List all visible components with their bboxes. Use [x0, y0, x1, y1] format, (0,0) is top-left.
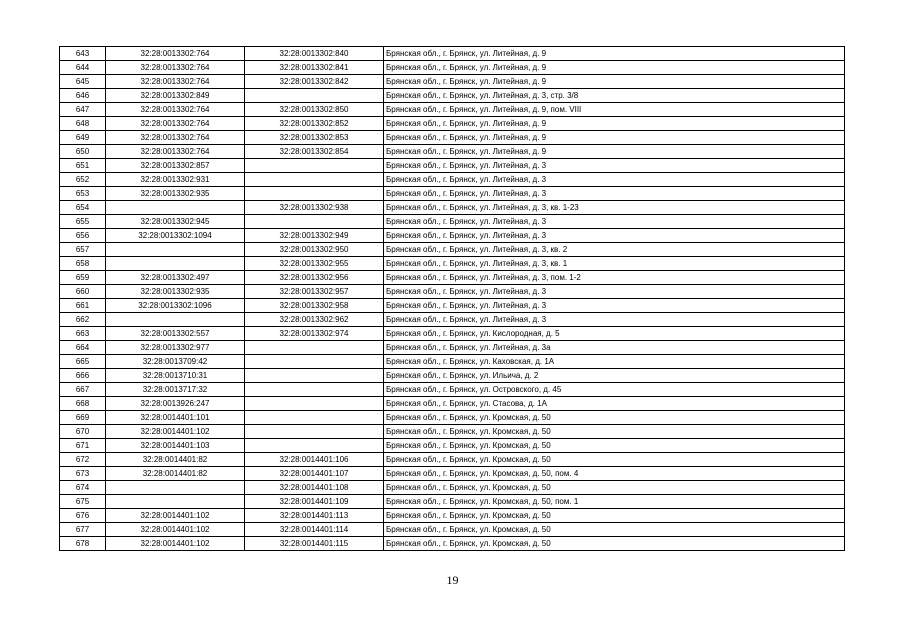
address-cell: Брянская обл., г. Брянск, ул. Кромская, д. 50, пом. 4 — [384, 467, 845, 481]
address-cell: Брянская обл., г. Брянск, ул. Литейная, д. 3, кв. 2 — [384, 243, 845, 257]
premises-cadastral-number-cell: 32:28:0014401:106 — [245, 453, 384, 467]
address-cell: Брянская обл., г. Брянск, ул. Литейная, д. 3, пом. 1-2 — [384, 271, 845, 285]
cadastral-number-cell: 32:28:0013302:764 — [106, 103, 245, 117]
row-number-cell: 646 — [60, 89, 106, 103]
premises-cadastral-number-cell — [245, 187, 384, 201]
table-row — [60, 117, 845, 131]
address-cell: Брянская обл., г. Брянск, ул. Литейная, д. 3 — [384, 187, 845, 201]
address-cell: Брянская обл., г. Брянск, ул. Литейная, д. 9 — [384, 145, 845, 159]
premises-cadastral-number-cell: 32:28:0013302:938 — [245, 201, 384, 215]
address-cell: Брянская обл., г. Брянск, ул. Кромская, д. 50, пом. 1 — [384, 495, 845, 509]
cadastral-number-cell: 32:28:0013302:1096 — [106, 299, 245, 313]
cadastral-number-cell — [106, 481, 245, 495]
cadastral-number-cell: 32:28:0013717:32 — [106, 383, 245, 397]
address-cell: Брянская обл., г. Брянск, ул. Кромская, д. 50 — [384, 509, 845, 523]
premises-cadastral-number-cell: 32:28:0013302:842 — [245, 75, 384, 89]
cadastral-number-cell — [106, 495, 245, 509]
cadastral-number-cell: 32:28:0014401:102 — [106, 509, 245, 523]
row-number-cell: 655 — [60, 215, 106, 229]
cadastral-number-cell: 32:28:0014401:102 — [106, 425, 245, 439]
table-row — [60, 439, 845, 453]
cadastral-number-cell: 32:28:0013302:764 — [106, 47, 245, 61]
premises-cadastral-number-cell — [245, 425, 384, 439]
table-row — [60, 173, 845, 187]
address-cell: Брянская обл., г. Брянск, ул. Литейная, д. 3, кв. 1-23 — [384, 201, 845, 215]
table-row — [60, 61, 845, 75]
cadastral-number-cell: 32:28:0013302:764 — [106, 145, 245, 159]
row-number-cell: 666 — [60, 369, 106, 383]
address-cell: Брянская обл., г. Брянск, ул. Литейная, д. 3, стр. 3/8 — [384, 89, 845, 103]
row-number-cell: 677 — [60, 523, 106, 537]
premises-cadastral-number-cell — [245, 89, 384, 103]
table-row — [60, 89, 845, 103]
cadastral-number-cell: 32:28:0013302:935 — [106, 187, 245, 201]
table-row — [60, 355, 845, 369]
address-cell: Брянская обл., г. Брянск, ул. Литейная, д. 3 — [384, 313, 845, 327]
cadastral-number-cell: 32:28:0013302:945 — [106, 215, 245, 229]
row-number-cell: 643 — [60, 47, 106, 61]
premises-cadastral-number-cell: 32:28:0013302:841 — [245, 61, 384, 75]
premises-cadastral-number-cell: 32:28:0013302:955 — [245, 257, 384, 271]
cadastral-number-cell: 32:28:0013302:557 — [106, 327, 245, 341]
row-number-cell: 674 — [60, 481, 106, 495]
cadastral-number-cell: 32:28:0013709:42 — [106, 355, 245, 369]
table-row — [60, 243, 845, 257]
premises-cadastral-number-cell: 32:28:0014401:113 — [245, 509, 384, 523]
row-number-cell: 656 — [60, 229, 106, 243]
premises-cadastral-number-cell — [245, 411, 384, 425]
address-cell: Брянская обл., г. Брянск, ул. Литейная, д. 3 — [384, 299, 845, 313]
cadastral-number-cell: 32:28:0014401:101 — [106, 411, 245, 425]
cadastral-number-cell: 32:28:0013302:977 — [106, 341, 245, 355]
table-row — [60, 75, 845, 89]
table-row — [60, 369, 845, 383]
cadastral-number-cell: 32:28:0013302:764 — [106, 61, 245, 75]
cadastral-number-cell — [106, 257, 245, 271]
address-cell: Брянская обл., г. Брянск, ул. Литейная, д. 9 — [384, 75, 845, 89]
table-row — [60, 229, 845, 243]
cadastral-number-cell: 32:28:0013302:764 — [106, 75, 245, 89]
address-cell: Брянская обл., г. Брянск, ул. Литейная, д. 9 — [384, 131, 845, 145]
premises-cadastral-number-cell — [245, 439, 384, 453]
row-number-cell: 648 — [60, 117, 106, 131]
table-row — [60, 159, 845, 173]
cadastral-number-cell: 32:28:0013302:497 — [106, 271, 245, 285]
cadastral-number-cell: 32:28:0013302:849 — [106, 89, 245, 103]
row-number-cell: 669 — [60, 411, 106, 425]
cadastral-number-cell: 32:28:0014401:82 — [106, 467, 245, 481]
cadastral-number-cell: 32:28:0014401:102 — [106, 523, 245, 537]
row-number-cell: 670 — [60, 425, 106, 439]
address-cell: Брянская обл., г. Брянск, ул. Литейная, д. 3 — [384, 159, 845, 173]
table-row — [60, 47, 845, 61]
address-cell: Брянская обл., г. Брянск, ул. Литейная, д. 3 — [384, 285, 845, 299]
row-number-cell: 651 — [60, 159, 106, 173]
premises-cadastral-number-cell: 32:28:0014401:107 — [245, 467, 384, 481]
premises-cadastral-number-cell: 32:28:0014401:108 — [245, 481, 384, 495]
table-row — [60, 523, 845, 537]
address-cell: Брянская обл., г. Брянск, ул. Кромская, д. 50 — [384, 481, 845, 495]
cadastral-number-cell: 32:28:0013302:764 — [106, 117, 245, 131]
premises-cadastral-number-cell — [245, 397, 384, 411]
premises-cadastral-number-cell: 32:28:0013302:950 — [245, 243, 384, 257]
row-number-cell: 660 — [60, 285, 106, 299]
table-row — [60, 257, 845, 271]
cadastral-number-cell: 32:28:0013926:247 — [106, 397, 245, 411]
address-cell: Брянская обл., г. Брянск, ул. Кислородная, д. 5 — [384, 327, 845, 341]
address-cell: Брянская обл., г. Брянск, ул. Литейная, д. 3 — [384, 229, 845, 243]
row-number-cell: 649 — [60, 131, 106, 145]
premises-cadastral-number-cell — [245, 383, 384, 397]
address-cell: Брянская обл., г. Брянск, ул. Литейная, д. 9 — [384, 117, 845, 131]
cadastral-number-cell: 32:28:0013710:31 — [106, 369, 245, 383]
row-number-cell: 664 — [60, 341, 106, 355]
premises-cadastral-number-cell: 32:28:0013302:852 — [245, 117, 384, 131]
row-number-cell: 662 — [60, 313, 106, 327]
table-row — [60, 103, 845, 117]
table-row — [60, 299, 845, 313]
table-row — [60, 509, 845, 523]
premises-cadastral-number-cell — [245, 159, 384, 173]
table-row — [60, 285, 845, 299]
row-number-cell: 657 — [60, 243, 106, 257]
row-number-cell: 675 — [60, 495, 106, 509]
address-cell: Брянская обл., г. Брянск, ул. Кромская, д. 50 — [384, 439, 845, 453]
row-number-cell: 659 — [60, 271, 106, 285]
address-cell: Брянская обл., г. Брянск, ул. Литейная, д. 3а — [384, 341, 845, 355]
premises-cadastral-number-cell: 32:28:0013302:850 — [245, 103, 384, 117]
address-cell: Брянская обл., г. Брянск, ул. Литейная, д. 3 — [384, 173, 845, 187]
cadastral-number-cell: 32:28:0013302:857 — [106, 159, 245, 173]
premises-cadastral-number-cell: 32:28:0013302:956 — [245, 271, 384, 285]
premises-cadastral-number-cell — [245, 355, 384, 369]
table-row — [60, 215, 845, 229]
row-number-cell: 665 — [60, 355, 106, 369]
table-row — [60, 187, 845, 201]
premises-cadastral-number-cell: 32:28:0013302:853 — [245, 131, 384, 145]
table-row — [60, 453, 845, 467]
row-number-cell: 654 — [60, 201, 106, 215]
cadastral-number-cell: 32:28:0013302:764 — [106, 131, 245, 145]
page-number: 19 — [446, 573, 459, 587]
premises-cadastral-number-cell: 32:28:0013302:974 — [245, 327, 384, 341]
table-row — [60, 467, 845, 481]
address-cell: Брянская обл., г. Брянск, ул. Каховская, д. 1А — [384, 355, 845, 369]
row-number-cell: 647 — [60, 103, 106, 117]
row-number-cell: 645 — [60, 75, 106, 89]
row-number-cell: 661 — [60, 299, 106, 313]
cadastral-number-cell: 32:28:0014401:103 — [106, 439, 245, 453]
row-number-cell: 667 — [60, 383, 106, 397]
address-cell: Брянская обл., г. Брянск, ул. Литейная, д. 9, пом. VIII — [384, 103, 845, 117]
premises-cadastral-number-cell: 32:28:0013302:854 — [245, 145, 384, 159]
row-number-cell: 658 — [60, 257, 106, 271]
premises-cadastral-number-cell: 32:28:0014401:109 — [245, 495, 384, 509]
cadastral-number-cell — [106, 313, 245, 327]
premises-cadastral-number-cell: 32:28:0013302:957 — [245, 285, 384, 299]
row-number-cell: 668 — [60, 397, 106, 411]
cadastral-number-cell: 32:28:0013302:931 — [106, 173, 245, 187]
address-cell: Брянская обл., г. Брянск, ул. Литейная, д. 9 — [384, 61, 845, 75]
row-number-cell: 676 — [60, 509, 106, 523]
premises-cadastral-number-cell: 32:28:0013302:949 — [245, 229, 384, 243]
row-number-cell: 673 — [60, 467, 106, 481]
premises-cadastral-number-cell — [245, 173, 384, 187]
table-row — [60, 271, 845, 285]
table-row — [60, 481, 845, 495]
address-cell: Брянская обл., г. Брянск, ул. Островского, д. 45 — [384, 383, 845, 397]
table-row — [60, 327, 845, 341]
cadastral-number-cell: 32:28:0013302:1094 — [106, 229, 245, 243]
address-cell: Брянская обл., г. Брянск, ул. Литейная, д. 9 — [384, 47, 845, 61]
table-row — [60, 341, 845, 355]
table-row — [60, 495, 845, 509]
row-number-cell: 650 — [60, 145, 106, 159]
table-row — [60, 201, 845, 215]
premises-cadastral-number-cell: 32:28:0013302:962 — [245, 313, 384, 327]
table-row — [60, 425, 845, 439]
table-row — [60, 537, 845, 551]
address-cell: Брянская обл., г. Брянск, ул. Стасова, д. 1А — [384, 397, 845, 411]
address-cell: Брянская обл., г. Брянск, ул. Ильича, д. 2 — [384, 369, 845, 383]
table-row — [60, 131, 845, 145]
row-number-cell: 672 — [60, 453, 106, 467]
row-number-cell: 671 — [60, 439, 106, 453]
row-number-cell: 678 — [60, 537, 106, 551]
address-cell: Брянская обл., г. Брянск, ул. Кромская, д. 50 — [384, 537, 845, 551]
cadastral-number-cell: 32:28:0014401:82 — [106, 453, 245, 467]
cadastral-number-cell — [106, 201, 245, 215]
address-cell: Брянская обл., г. Брянск, ул. Кромская, д. 50 — [384, 425, 845, 439]
address-cell: Брянская обл., г. Брянск, ул. Литейная, д. 3, кв. 1 — [384, 257, 845, 271]
cadastral-number-cell: 32:28:0014401:102 — [106, 537, 245, 551]
row-number-cell: 652 — [60, 173, 106, 187]
cadastral-number-cell: 32:28:0013302:935 — [106, 285, 245, 299]
cadastral-table-body — [60, 47, 845, 551]
row-number-cell: 653 — [60, 187, 106, 201]
table-row — [60, 397, 845, 411]
address-cell: Брянская обл., г. Брянск, ул. Литейная, д. 3 — [384, 215, 845, 229]
premises-cadastral-number-cell: 32:28:0014401:114 — [245, 523, 384, 537]
table-row — [60, 411, 845, 425]
address-cell: Брянская обл., г. Брянск, ул. Кромская, д. 50 — [384, 453, 845, 467]
row-number-cell: 663 — [60, 327, 106, 341]
address-cell: Брянская обл., г. Брянск, ул. Кромская, д. 50 — [384, 523, 845, 537]
premises-cadastral-number-cell — [245, 215, 384, 229]
premises-cadastral-number-cell: 32:28:0014401:115 — [245, 537, 384, 551]
cadastral-table — [59, 46, 845, 551]
table-row — [60, 383, 845, 397]
address-cell: Брянская обл., г. Брянск, ул. Кромская, д. 50 — [384, 411, 845, 425]
premises-cadastral-number-cell: 32:28:0013302:840 — [245, 47, 384, 61]
table-row — [60, 145, 845, 159]
premises-cadastral-number-cell — [245, 341, 384, 355]
row-number-cell: 644 — [60, 61, 106, 75]
premises-cadastral-number-cell — [245, 369, 384, 383]
cadastral-number-cell — [106, 243, 245, 257]
table-row — [60, 313, 845, 327]
premises-cadastral-number-cell: 32:28:0013302:958 — [245, 299, 384, 313]
